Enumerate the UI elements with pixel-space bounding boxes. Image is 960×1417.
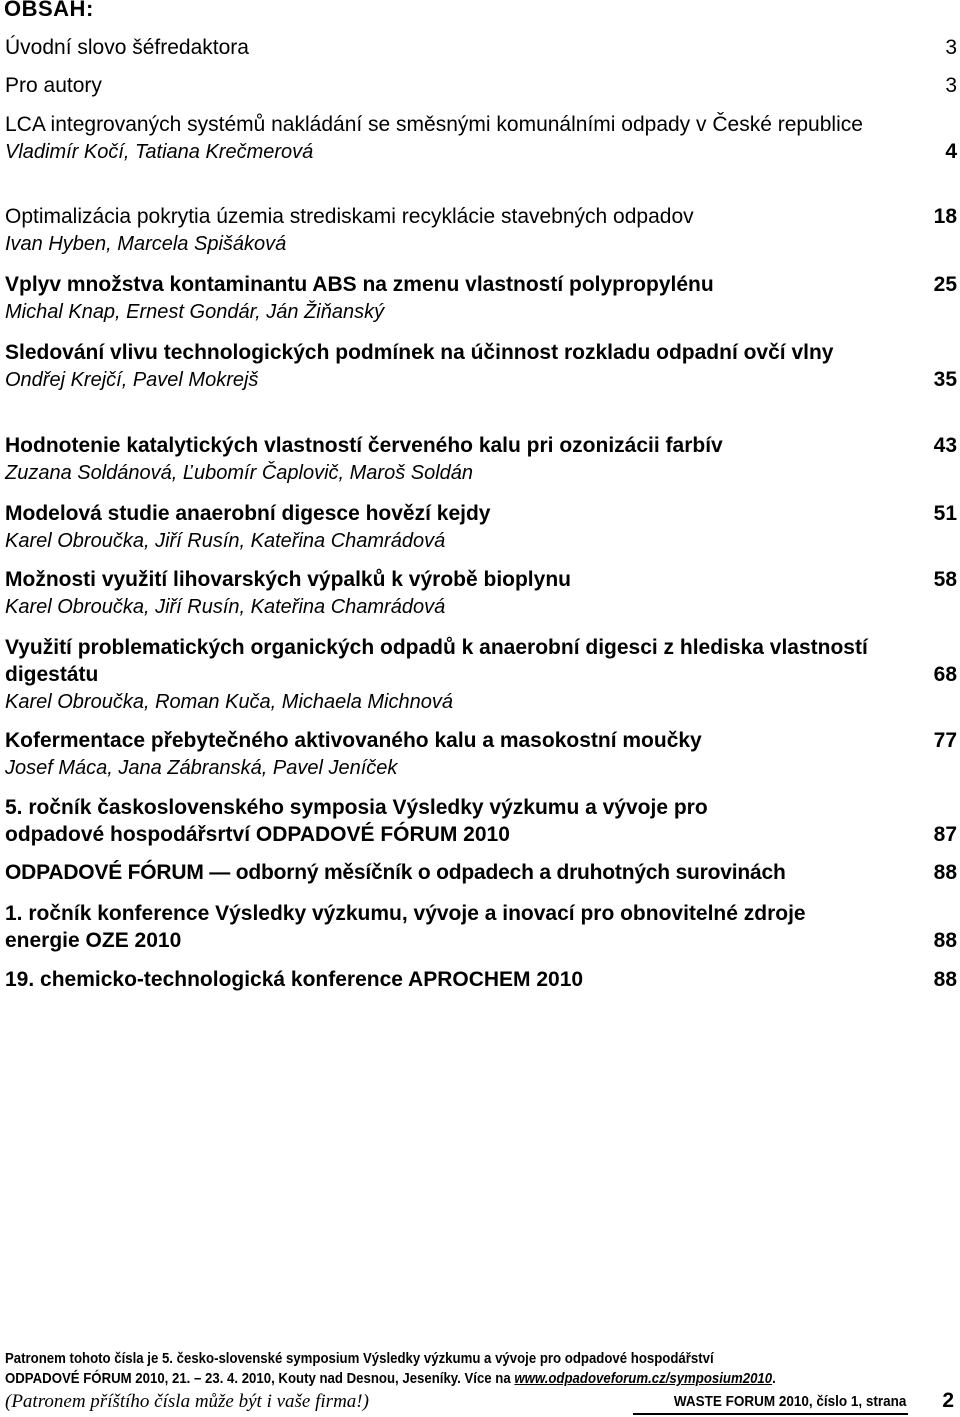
entry-page: 18 <box>933 205 957 228</box>
entry-page: 58 <box>933 568 957 591</box>
toc-entry <box>5 859 960 886</box>
footer-period: . <box>772 1370 776 1387</box>
entry-page: 77 <box>933 729 957 752</box>
toc-entry <box>5 966 960 993</box>
toc-entry <box>5 271 960 326</box>
entry-title: Optimalizácia pokrytia územia strediskami recyklácie stavebných odpadov <box>5 205 694 228</box>
entry-title: ODPADOVÉ FÓRUM — odborný měsíčník o odpadech a druhotných surovinách <box>5 861 786 884</box>
entry-authors: Ivan Hyben, Marcela Spišáková <box>5 233 287 255</box>
toc-entry <box>5 500 960 555</box>
entry-authors: Josef Máca, Jana Zábranská, Pavel Jeníček <box>5 757 398 779</box>
entry-title: Sledování vlivu technologických podmínek na účinnost rozkladu odpadní ovčí vlny <box>5 341 834 364</box>
entry-page: 68 <box>933 663 957 686</box>
entry-page: 35 <box>933 368 957 391</box>
toc-entry <box>5 203 960 258</box>
entry-authors: Ondřej Krejčí, Pavel Mokrejš <box>5 369 259 391</box>
entry-title: Kofermentace přebytečného aktivovaného kalu a masokostní moučky <box>5 729 702 752</box>
entry-title: 1. ročník konference Výsledky výzkumu, vývoje a inovací pro obnovitelné zdroje energie OZE 2010 <box>5 902 806 952</box>
footer-sponsor-note: (Patronem příštího čísla může být i vaše firma!) <box>5 1391 369 1412</box>
footer-website-link[interactable]: www.odpadoveforum.cz/symposium2010 <box>514 1370 773 1387</box>
entry-page: 4 <box>945 140 957 163</box>
footer-event-line <box>5 1369 845 1389</box>
entry-authors: Zuzana Soldánová, Ľubomír Čaplovič, Maroš Soldán <box>5 462 474 484</box>
page-heading: OBSAH: <box>4 0 94 21</box>
entry-page: 88 <box>933 861 957 884</box>
toc-entry <box>5 34 960 61</box>
entry-title: Hodnotenie katalytických vlastností červeného kalu pri ozonizácii farbív <box>5 434 723 457</box>
toc-entry <box>5 111 960 166</box>
entry-authors: Karel Obroučka, Roman Kuča, Michaela Michnová <box>5 691 453 713</box>
footer-underline <box>633 1413 908 1415</box>
toc-entry <box>5 634 960 716</box>
footer-bottom-row <box>5 1389 960 1415</box>
toc-entry <box>5 727 960 782</box>
entry-title: 5. ročník časkoslovenského symposia Výsledky výzkumu a vývoje pro odpadové hospodářsrtví ODPADOVÉ FÓRUM 2010 <box>5 796 708 846</box>
entry-page: 87 <box>933 823 957 846</box>
entry-authors: Michal Knap, Ernest Gondár, Ján Žiňanský <box>5 301 385 323</box>
entry-page: 88 <box>933 929 957 952</box>
toc-entry <box>5 900 960 954</box>
entry-page: 3 <box>945 36 957 59</box>
entry-page: 25 <box>933 273 957 296</box>
entry-title: Pro autory <box>5 74 102 97</box>
footer-event-text: ODPADOVÉ FÓRUM 2010, 21. – 23. 4. 2010, Kouty nad Desnou, Jeseníky. Více na <box>5 1370 515 1387</box>
entry-page: 3 <box>945 74 957 97</box>
entry-authors: Vladimír Kočí, Tatiana Krečmerová <box>5 141 314 163</box>
entry-title: Možnosti využití lihovarských výpalků k výrobě bioplynu <box>5 568 571 591</box>
footer-patron-line: Patronem tohoto čísla je 5. česko-slovenské symposium Výsledky výzkumu a vývoje pro odpadové hospodářství <box>5 1350 714 1367</box>
entry-authors: Karel Obroučka, Jiří Rusín, Kateřina Chamrádová <box>5 530 446 552</box>
entry-title: LCA integrovaných systémů nakládání se směsnými komunálními odpady v České republice <box>5 113 863 136</box>
entry-title: Modelová studie anaerobní digesce hovězí kejdy <box>5 502 491 525</box>
toc-entry <box>5 432 960 487</box>
entry-page: 51 <box>933 502 957 525</box>
entry-title: 19. chemicko-technologická konference APROCHEM 2010 <box>5 968 584 991</box>
toc-entry <box>5 339 960 394</box>
toc-entry <box>5 566 960 621</box>
footer-page-number: 2 <box>942 1389 954 1412</box>
entry-authors: Karel Obroučka, Jiří Rusín, Kateřina Chamrádová <box>5 596 446 618</box>
entry-page: 88 <box>933 968 957 991</box>
entry-title: Úvodní slovo šéfredaktora <box>5 36 249 59</box>
toc-entry <box>5 794 960 848</box>
page-footer <box>5 1349 960 1415</box>
entry-title: Vplyv množstva kontaminantu ABS na zmenu vlastností polypropylénu <box>5 273 714 296</box>
footer-journal-info: WASTE FORUM 2010, číslo 1, strana <box>673 1393 906 1410</box>
toc-entry <box>5 72 960 99</box>
entry-title: Využití problematických organických odpadů k anaerobní digesci z hlediska vlastností digestátu <box>5 636 868 686</box>
entry-page: 43 <box>933 434 957 457</box>
